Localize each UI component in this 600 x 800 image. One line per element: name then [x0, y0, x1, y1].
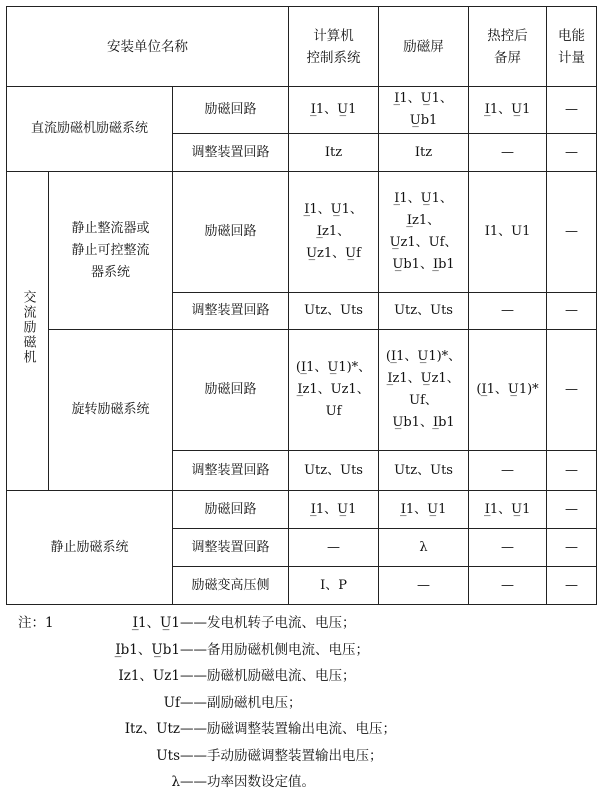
cell-circuit: 调整装置回路	[173, 293, 289, 330]
note-line	[18, 690, 588, 717]
header-excitation-panel: 励磁屏	[379, 7, 469, 87]
cell-thermal: —	[469, 451, 547, 491]
note-text: ——手动励磁调整装置输出电压；	[180, 747, 383, 764]
cell-thermal: —	[469, 293, 547, 330]
cell-computer: I̲1、U̲1、I̲z1、 U̲z1、U̲f	[289, 172, 379, 293]
note-text: ——励磁调整装置输出电流、电压；	[180, 721, 396, 737]
cell-circuit: 调整装置回路	[173, 529, 289, 567]
group-dc: 直流励磁机励磁系统	[7, 87, 173, 172]
cell-thermal: —	[469, 134, 547, 172]
note-symbol: λ	[171, 774, 180, 790]
cell-computer: I、P	[289, 567, 379, 605]
note-text: ——功率因数设定值。	[180, 774, 315, 790]
note-line	[18, 716, 588, 743]
cell-panel: —	[379, 567, 469, 605]
cell-panel: I̲1、U̲1、I̲z1、 U̲z1、Uf、 U̲b1、I̲b1	[379, 172, 469, 293]
note-symbol: I̲b1、U̲b1	[115, 641, 180, 658]
note-line	[18, 743, 588, 770]
group-ac-rotating: 旋转励磁系统	[49, 330, 173, 491]
cell-energy: —	[547, 134, 597, 172]
note-line	[18, 637, 588, 664]
cell-computer: Utz、Uts	[289, 293, 379, 330]
notes-block	[18, 610, 588, 796]
cell-circuit: 励磁变高压侧	[173, 567, 289, 605]
note-text: ——励磁机励磁电流、电压；	[180, 668, 356, 684]
note-text: ——备用励磁机侧电流、电压；	[180, 641, 369, 658]
table-row	[7, 172, 597, 293]
header-energy-meter: 电能 计量	[547, 7, 597, 87]
cell-panel: (I̲1、U̲1)*、 I̲z1、U̲z1、Uf、 U̲b1、I̲b1	[379, 330, 469, 451]
cell-thermal: —	[469, 529, 547, 567]
device-allocation-table	[6, 6, 597, 605]
cell-computer: I̲1、U̲1	[289, 87, 379, 134]
cell-thermal: I̲1、U̲1	[469, 491, 547, 529]
cell-circuit: 调整装置回路	[173, 451, 289, 491]
cell-energy: —	[547, 87, 597, 134]
cell-panel: Utz、Uts	[379, 451, 469, 491]
cell-computer: (I̲1、U̲1)*、 I̲z1、Uz1、Uf	[289, 330, 379, 451]
cell-computer: —	[289, 529, 379, 567]
cell-thermal: I̲1、U̲1	[469, 87, 547, 134]
group-ac: 交流励磁机	[7, 172, 49, 491]
cell-circuit: 励磁回路	[173, 491, 289, 529]
group-static: 静止励磁系统	[7, 491, 173, 605]
cell-circuit: 励磁回路	[173, 87, 289, 134]
note-text: ——发电机转子电流、电压；	[180, 615, 356, 631]
cell-thermal: —	[469, 567, 547, 605]
cell-thermal: (I̲1、U̲1)*	[469, 330, 547, 451]
cell-energy: —	[547, 491, 597, 529]
cell-energy: —	[547, 293, 597, 330]
cell-energy: —	[547, 529, 597, 567]
note-line	[18, 769, 588, 796]
cell-circuit: 调整装置回路	[173, 134, 289, 172]
cell-energy: —	[547, 451, 597, 491]
table-row	[7, 491, 597, 529]
cell-panel: Utz、Uts	[379, 293, 469, 330]
note-symbol: Iz1、Uz1	[118, 668, 180, 684]
cell-computer: Utz、Uts	[289, 451, 379, 491]
cell-energy: —	[547, 330, 597, 451]
cell-panel: Itz	[379, 134, 469, 172]
table-header-row	[7, 7, 597, 87]
group-ac-static: 静止整流器或 静止可控整流 器系统	[49, 172, 173, 330]
cell-computer: Itz	[289, 134, 379, 172]
cell-panel: I̲1、U̲1	[379, 491, 469, 529]
cell-panel: λ	[379, 529, 469, 567]
cell-computer: I̲1、U̲1	[289, 491, 379, 529]
cell-thermal: I1、U1	[469, 172, 547, 293]
cell-circuit: 励磁回路	[173, 330, 289, 451]
cell-energy: —	[547, 567, 597, 605]
header-thermal-panel: 热控后 备屏	[469, 7, 547, 87]
cell-energy: —	[547, 172, 597, 293]
note-symbol: Itz、Utz	[124, 721, 180, 737]
table-row	[7, 330, 597, 451]
note-line	[18, 610, 588, 637]
header-computer: 计算机 控制系统	[289, 7, 379, 87]
note-line	[18, 663, 588, 690]
note-symbol: Uf	[163, 694, 180, 711]
cell-circuit: 励磁回路	[173, 172, 289, 293]
notes-prefix: 注：1	[18, 615, 54, 631]
note-symbol: I̲1、U̲1	[132, 615, 180, 631]
note-text: ——副励磁机电压；	[180, 694, 302, 711]
header-unit-name: 安装单位名称	[7, 7, 289, 87]
cell-panel: I̲1、U̲1、U̲b1	[379, 87, 469, 134]
note-symbol: Uts	[156, 747, 180, 764]
table-row	[7, 87, 597, 134]
